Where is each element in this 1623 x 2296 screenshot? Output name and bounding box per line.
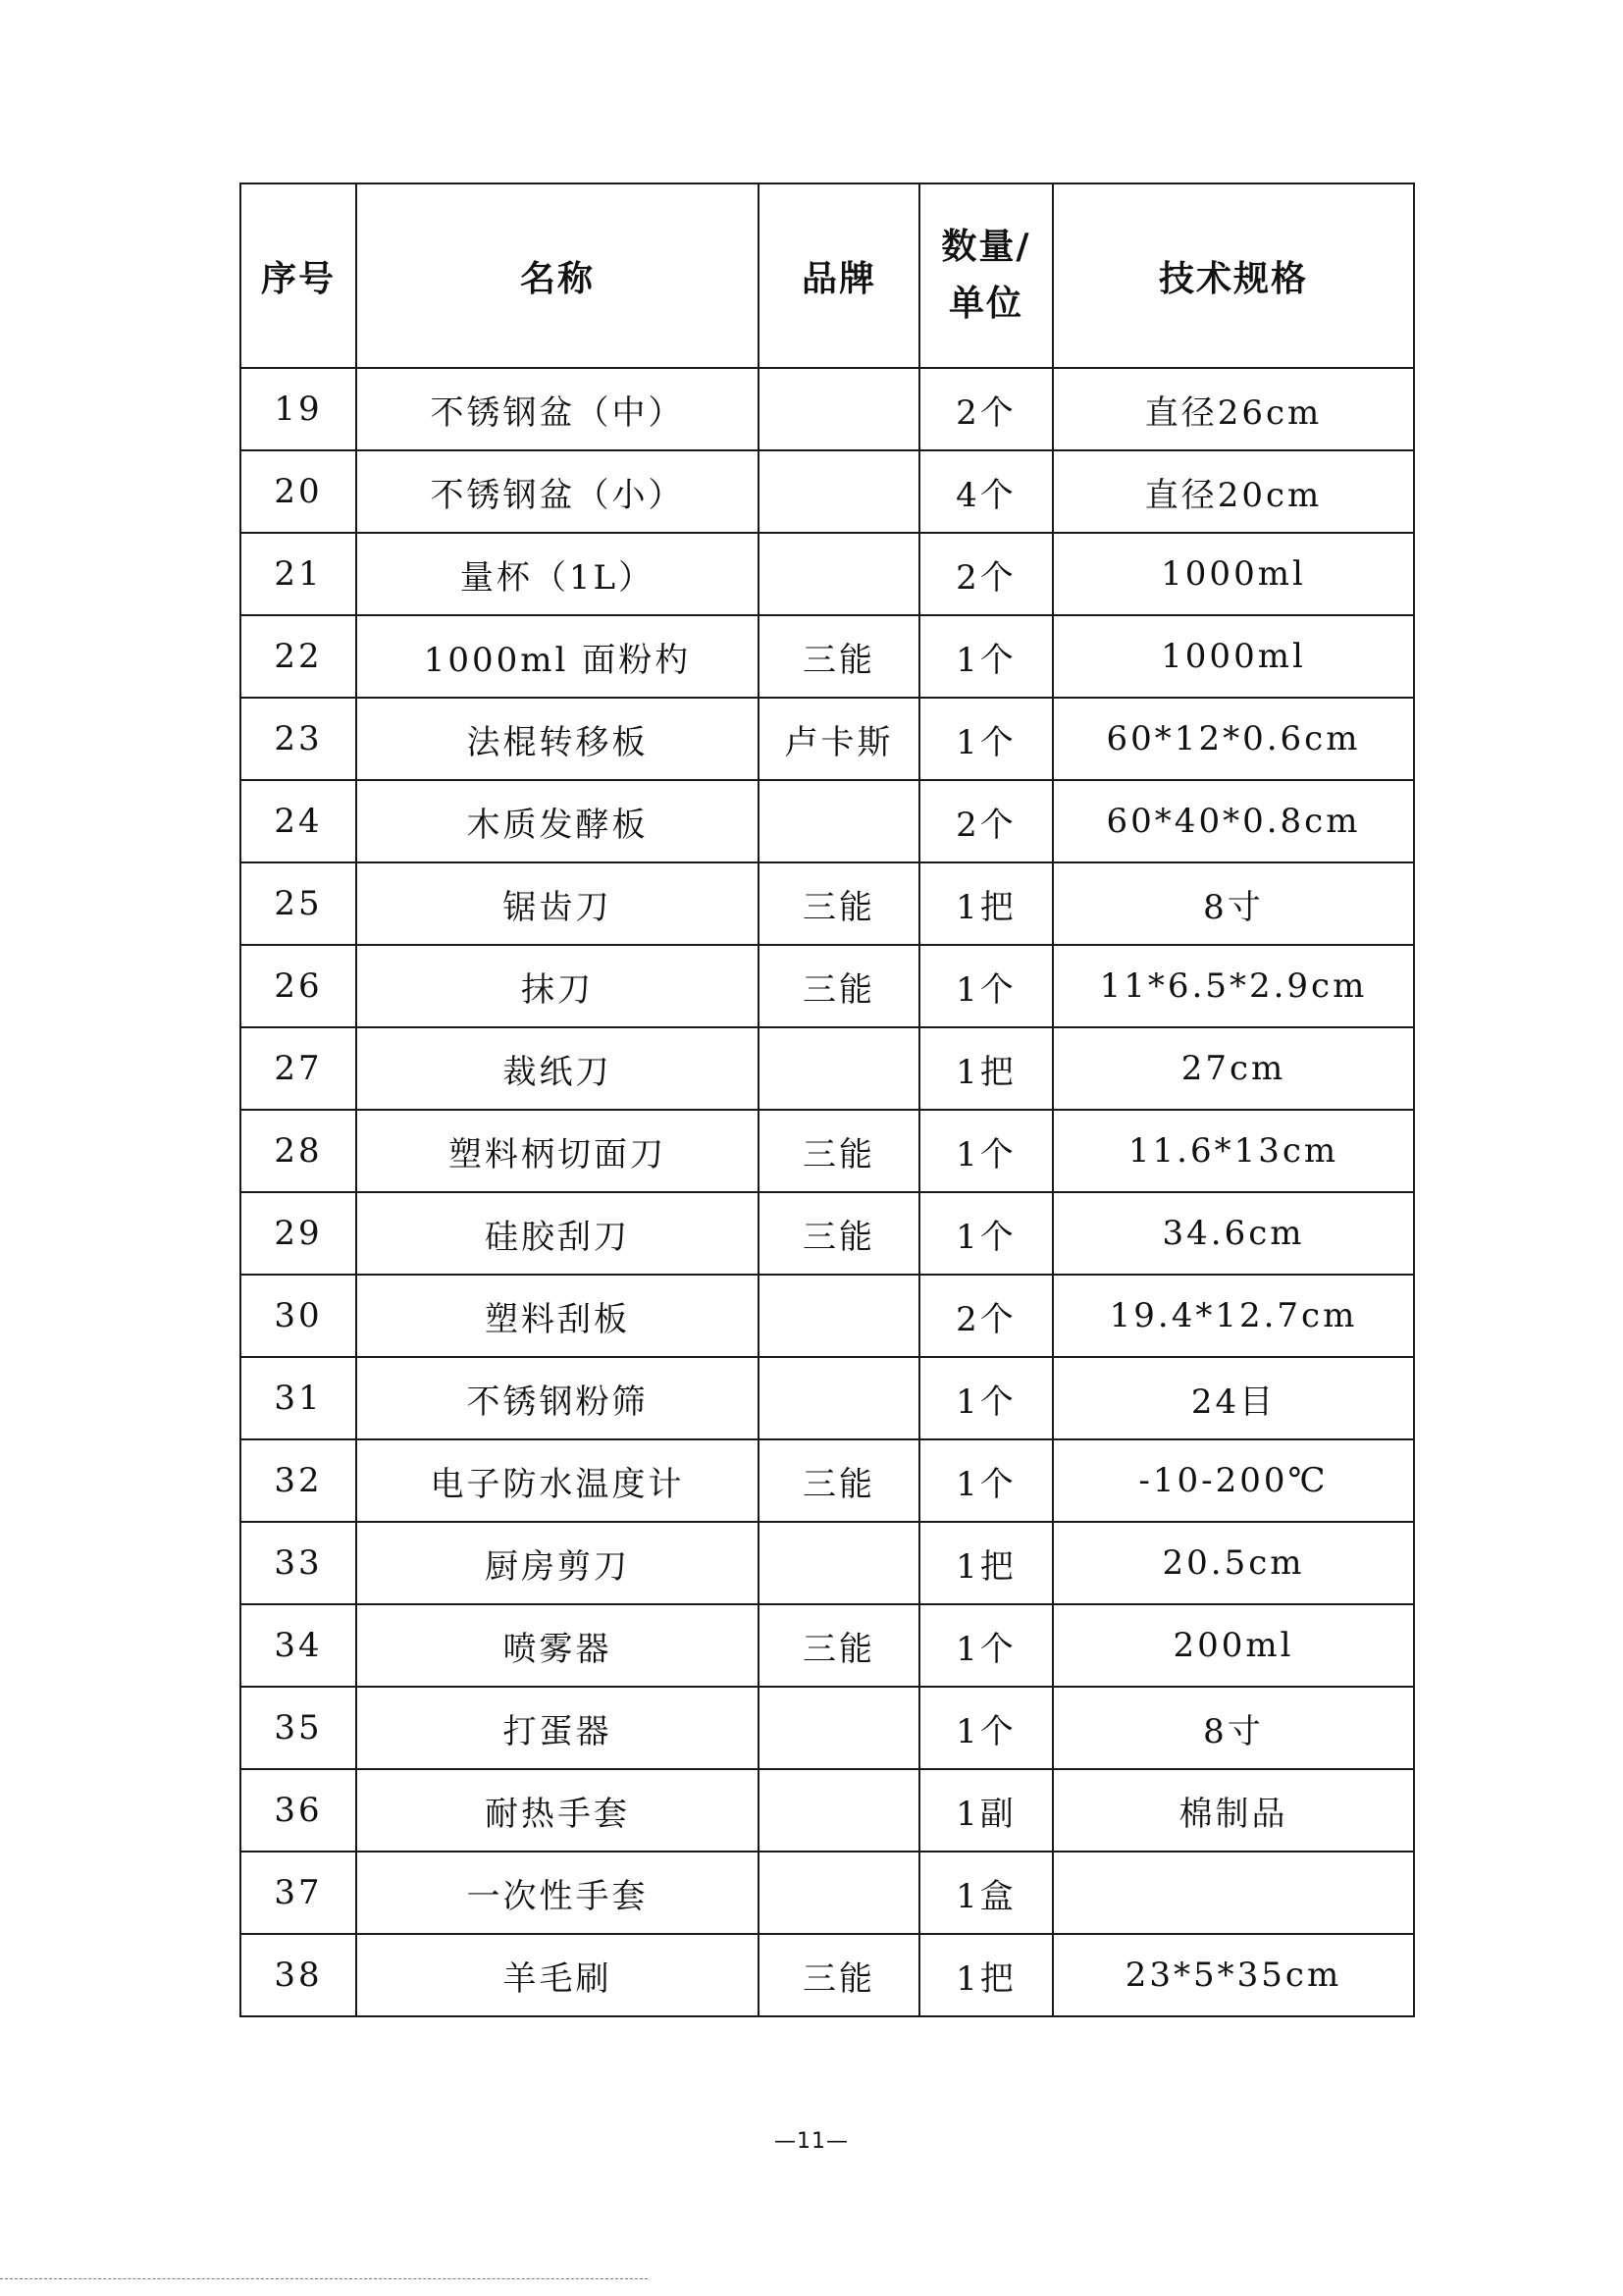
cell-qty: 1盒 bbox=[919, 1852, 1053, 1934]
cell-brand bbox=[759, 533, 919, 615]
cell-spec: 60*40*0.8cm bbox=[1053, 780, 1414, 862]
cell-index: 35 bbox=[240, 1687, 356, 1769]
cell-qty: 1把 bbox=[919, 862, 1053, 945]
table-row bbox=[240, 1769, 1414, 1852]
cell-name: 裁纸刀 bbox=[356, 1027, 759, 1110]
table-row bbox=[240, 1027, 1414, 1110]
cell-index: 33 bbox=[240, 1522, 356, 1604]
page-number: —11— bbox=[774, 2129, 849, 2154]
cell-qty: 1个 bbox=[919, 1439, 1053, 1522]
cell-qty: 1个 bbox=[919, 1357, 1053, 1439]
table-row bbox=[240, 368, 1414, 450]
cell-brand bbox=[759, 1769, 919, 1852]
cell-brand bbox=[759, 1852, 919, 1934]
cell-index: 34 bbox=[240, 1604, 356, 1687]
cell-qty: 1个 bbox=[919, 1604, 1053, 1687]
cell-spec: 34.6cm bbox=[1053, 1192, 1414, 1275]
cell-name: 羊毛刷 bbox=[356, 1934, 759, 2016]
cell-brand bbox=[759, 368, 919, 450]
cell-brand bbox=[759, 450, 919, 533]
cell-spec: 1000ml bbox=[1053, 533, 1414, 615]
cell-brand: 三能 bbox=[759, 1934, 919, 2016]
cell-index: 32 bbox=[240, 1439, 356, 1522]
cell-qty: 1个 bbox=[919, 615, 1053, 698]
cell-index: 28 bbox=[240, 1110, 356, 1192]
cell-spec: 20.5cm bbox=[1053, 1522, 1414, 1604]
cell-spec: -10-200℃ bbox=[1053, 1439, 1414, 1522]
cell-name: 法棍转移板 bbox=[356, 698, 759, 780]
cell-brand bbox=[759, 780, 919, 862]
cell-brand: 三能 bbox=[759, 945, 919, 1027]
header-spec: 技术规格 bbox=[1053, 183, 1414, 368]
cell-brand: 三能 bbox=[759, 1604, 919, 1687]
cell-index: 24 bbox=[240, 780, 356, 862]
cell-qty: 2个 bbox=[919, 780, 1053, 862]
cell-brand: 三能 bbox=[759, 615, 919, 698]
cell-name: 量杯（1L） bbox=[356, 533, 759, 615]
equipment-table bbox=[239, 183, 1415, 2017]
table-row bbox=[240, 698, 1414, 780]
table-row bbox=[240, 1852, 1414, 1934]
header-index: 序号 bbox=[240, 183, 356, 368]
table-row bbox=[240, 862, 1414, 945]
cell-qty: 1个 bbox=[919, 698, 1053, 780]
table-row bbox=[240, 1110, 1414, 1192]
cell-name: 塑料刮板 bbox=[356, 1275, 759, 1357]
cell-qty: 1个 bbox=[919, 1110, 1053, 1192]
table-row bbox=[240, 1192, 1414, 1275]
cell-name: 打蛋器 bbox=[356, 1687, 759, 1769]
cell-spec: 11.6*13cm bbox=[1053, 1110, 1414, 1192]
cell-index: 26 bbox=[240, 945, 356, 1027]
cell-brand bbox=[759, 1687, 919, 1769]
cell-qty: 2个 bbox=[919, 533, 1053, 615]
header-qty-line1: 数量/ bbox=[941, 227, 1031, 267]
cell-spec: 200ml bbox=[1053, 1604, 1414, 1687]
table-row bbox=[240, 780, 1414, 862]
cell-index: 25 bbox=[240, 862, 356, 945]
table-header-row bbox=[240, 183, 1414, 368]
cell-index: 23 bbox=[240, 698, 356, 780]
cell-spec: 27cm bbox=[1053, 1027, 1414, 1110]
cell-index: 21 bbox=[240, 533, 356, 615]
cell-qty: 1把 bbox=[919, 1934, 1053, 2016]
cell-qty: 1个 bbox=[919, 1687, 1053, 1769]
header-quantity-unit bbox=[919, 183, 1053, 368]
table-row bbox=[240, 1687, 1414, 1769]
footer-divider bbox=[0, 2278, 648, 2279]
cell-name: 不锈钢粉筛 bbox=[356, 1357, 759, 1439]
table-row bbox=[240, 1522, 1414, 1604]
cell-brand bbox=[759, 1357, 919, 1439]
cell-name: 一次性手套 bbox=[356, 1852, 759, 1934]
cell-brand: 三能 bbox=[759, 1110, 919, 1192]
cell-name: 喷雾器 bbox=[356, 1604, 759, 1687]
cell-spec bbox=[1053, 1852, 1414, 1934]
cell-brand bbox=[759, 1027, 919, 1110]
cell-name: 耐热手套 bbox=[356, 1769, 759, 1852]
cell-spec: 24目 bbox=[1053, 1357, 1414, 1439]
cell-name: 塑料柄切面刀 bbox=[356, 1110, 759, 1192]
table-row bbox=[240, 533, 1414, 615]
cell-brand: 三能 bbox=[759, 862, 919, 945]
cell-spec: 19.4*12.7cm bbox=[1053, 1275, 1414, 1357]
cell-name: 锯齿刀 bbox=[356, 862, 759, 945]
cell-qty: 1个 bbox=[919, 1192, 1053, 1275]
cell-spec: 直径26cm bbox=[1053, 368, 1414, 450]
cell-name: 硅胶刮刀 bbox=[356, 1192, 759, 1275]
cell-name: 不锈钢盆（小） bbox=[356, 450, 759, 533]
cell-name: 电子防水温度计 bbox=[356, 1439, 759, 1522]
table-row bbox=[240, 1357, 1414, 1439]
cell-qty: 2个 bbox=[919, 368, 1053, 450]
cell-name: 厨房剪刀 bbox=[356, 1522, 759, 1604]
table-row bbox=[240, 945, 1414, 1027]
header-qty-line2: 单位 bbox=[948, 284, 1023, 324]
cell-qty: 4个 bbox=[919, 450, 1053, 533]
cell-name: 木质发酵板 bbox=[356, 780, 759, 862]
cell-brand bbox=[759, 1522, 919, 1604]
cell-spec: 1000ml bbox=[1053, 615, 1414, 698]
cell-index: 37 bbox=[240, 1852, 356, 1934]
cell-spec: 60*12*0.6cm bbox=[1053, 698, 1414, 780]
cell-index: 38 bbox=[240, 1934, 356, 2016]
cell-qty: 1副 bbox=[919, 1769, 1053, 1852]
table-row bbox=[240, 450, 1414, 533]
cell-name: 1000ml 面粉杓 bbox=[356, 615, 759, 698]
cell-brand: 三能 bbox=[759, 1192, 919, 1275]
cell-spec: 棉制品 bbox=[1053, 1769, 1414, 1852]
cell-index: 36 bbox=[240, 1769, 356, 1852]
cell-index: 29 bbox=[240, 1192, 356, 1275]
cell-spec: 11*6.5*2.9cm bbox=[1053, 945, 1414, 1027]
cell-spec: 8寸 bbox=[1053, 1687, 1414, 1769]
table-row bbox=[240, 1439, 1414, 1522]
cell-brand: 卢卡斯 bbox=[759, 698, 919, 780]
table-row bbox=[240, 1275, 1414, 1357]
cell-index: 22 bbox=[240, 615, 356, 698]
cell-brand: 三能 bbox=[759, 1439, 919, 1522]
cell-qty: 1把 bbox=[919, 1027, 1053, 1110]
cell-index: 19 bbox=[240, 368, 356, 450]
cell-qty: 2个 bbox=[919, 1275, 1053, 1357]
table-row bbox=[240, 615, 1414, 698]
cell-index: 27 bbox=[240, 1027, 356, 1110]
header-name: 名称 bbox=[356, 183, 759, 368]
cell-spec: 直径20cm bbox=[1053, 450, 1414, 533]
cell-index: 20 bbox=[240, 450, 356, 533]
cell-index: 30 bbox=[240, 1275, 356, 1357]
cell-name: 抹刀 bbox=[356, 945, 759, 1027]
table-row bbox=[240, 1604, 1414, 1687]
cell-spec: 23*5*35cm bbox=[1053, 1934, 1414, 2016]
cell-qty: 1把 bbox=[919, 1522, 1053, 1604]
cell-name: 不锈钢盆（中） bbox=[356, 368, 759, 450]
cell-qty: 1个 bbox=[919, 945, 1053, 1027]
cell-brand bbox=[759, 1275, 919, 1357]
cell-index: 31 bbox=[240, 1357, 356, 1439]
cell-spec: 8寸 bbox=[1053, 862, 1414, 945]
table-row bbox=[240, 1934, 1414, 2016]
header-brand: 品牌 bbox=[759, 183, 919, 368]
